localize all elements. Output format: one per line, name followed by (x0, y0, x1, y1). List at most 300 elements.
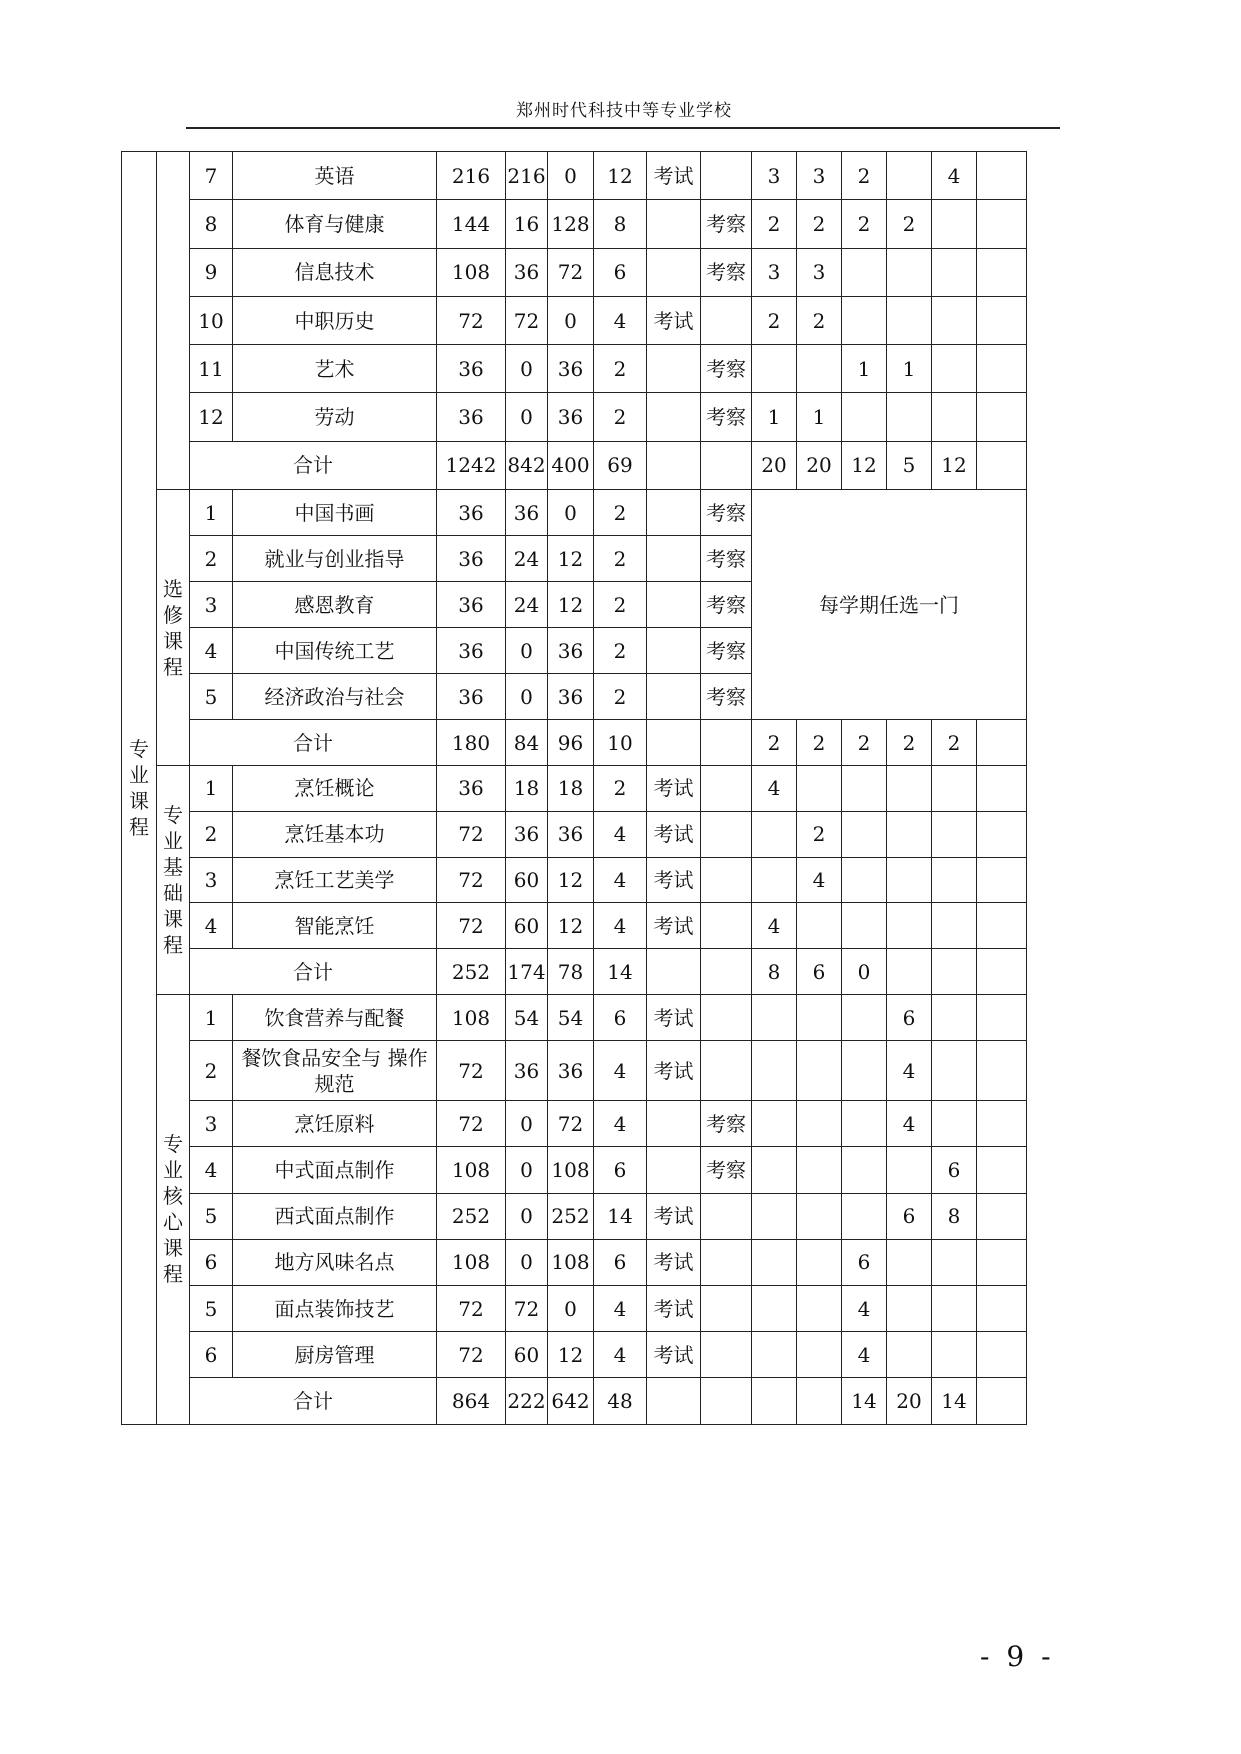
table-cell (797, 1193, 842, 1239)
table-cell: 0 (506, 393, 548, 441)
table-cell (797, 1101, 842, 1147)
table-cell: 考试 (647, 1332, 701, 1378)
table-cell: 2 (752, 720, 797, 766)
table-cell: 2 (752, 200, 797, 248)
table-cell: 6 (887, 1193, 932, 1239)
table-cell (842, 393, 887, 441)
table-cell: 7 (190, 152, 233, 200)
table-cell (887, 903, 932, 949)
table-cell: 24 (506, 536, 548, 582)
table-cell: 252 (548, 1193, 594, 1239)
table-cell: 5 (190, 1193, 233, 1239)
table-cell: 69 (594, 441, 647, 489)
course-name: 劳动 (233, 393, 437, 441)
table-cell: 72 (437, 857, 506, 903)
table-cell: 考察 (701, 490, 752, 536)
table-cell: 0 (506, 674, 548, 720)
course-name: 烹饪基本功 (233, 811, 437, 857)
table-row (122, 200, 1027, 248)
table-cell (797, 766, 842, 812)
table-cell: 1 (842, 345, 887, 393)
table-cell (932, 903, 977, 949)
table-cell: 考察 (701, 1147, 752, 1193)
table-cell: 2 (594, 628, 647, 674)
table-cell: 9 (190, 248, 233, 296)
table-cell: 6 (190, 1332, 233, 1378)
course-name: 烹饪概论 (233, 766, 437, 812)
table-cell (647, 536, 701, 582)
course-name: 中职历史 (233, 296, 437, 344)
table-row (122, 1239, 1027, 1285)
table-cell: 12 (548, 536, 594, 582)
table-cell: 考察 (701, 345, 752, 393)
table-cell: 48 (594, 1378, 647, 1424)
course-name: 烹饪原料 (233, 1101, 437, 1147)
table-cell: 2 (190, 536, 233, 582)
table-cell (647, 720, 701, 766)
total-row (122, 949, 1027, 995)
table-cell (977, 1193, 1027, 1239)
table-cell: 180 (437, 720, 506, 766)
table-cell (752, 1101, 797, 1147)
table-cell (932, 296, 977, 344)
table-cell: 4 (190, 1147, 233, 1193)
table-cell: 54 (506, 995, 548, 1041)
category-electives: 选 修 课 程 (157, 490, 190, 766)
category-major-courses: 专 业 课 程 (122, 152, 157, 1425)
table-cell: 1 (190, 995, 233, 1041)
table-cell: 84 (506, 720, 548, 766)
table-cell: 6 (797, 949, 842, 995)
table-cell (932, 393, 977, 441)
table-cell: 3 (797, 248, 842, 296)
table-cell (701, 995, 752, 1041)
table-cell (977, 248, 1027, 296)
table-cell: 6 (887, 995, 932, 1041)
table-cell: 考试 (647, 811, 701, 857)
table-cell: 1 (190, 490, 233, 536)
table-cell: 2 (842, 152, 887, 200)
table-cell (842, 1147, 887, 1193)
table-cell: 36 (437, 345, 506, 393)
table-cell: 20 (797, 441, 842, 489)
table-cell: 6 (932, 1147, 977, 1193)
table-cell: 考察 (701, 200, 752, 248)
course-name: 烹饪工艺美学 (233, 857, 437, 903)
table-cell (701, 1286, 752, 1332)
table-cell (647, 674, 701, 720)
table-cell: 108 (548, 1239, 594, 1285)
course-name: 艺术 (233, 345, 437, 393)
table-cell (932, 1332, 977, 1378)
category-professional-basic: 专 业 基 础 课 程 (157, 766, 190, 995)
table-cell: 2 (887, 200, 932, 248)
page-number: - 9 - (980, 1640, 1055, 1673)
table-cell: 考试 (647, 1239, 701, 1285)
table-cell: 2 (594, 490, 647, 536)
table-cell (977, 1147, 1027, 1193)
table-row (122, 1193, 1027, 1239)
table-cell (977, 1286, 1027, 1332)
table-cell (977, 1239, 1027, 1285)
table-cell (647, 582, 701, 628)
table-cell: 216 (506, 152, 548, 200)
table-cell: 36 (437, 582, 506, 628)
table-cell: 考察 (701, 393, 752, 441)
table-cell: 6 (842, 1239, 887, 1285)
table-row (122, 393, 1027, 441)
table-cell (797, 1378, 842, 1424)
table-cell: 考试 (647, 1193, 701, 1239)
table-cell (977, 296, 1027, 344)
table-cell: 12 (548, 1332, 594, 1378)
table-cell: 36 (506, 490, 548, 536)
table-cell: 108 (437, 248, 506, 296)
table-cell: 4 (752, 903, 797, 949)
table-cell: 72 (437, 903, 506, 949)
table-cell: 5 (190, 674, 233, 720)
table-cell (932, 995, 977, 1041)
table-cell (842, 811, 887, 857)
table-cell (701, 152, 752, 200)
table-cell: 36 (548, 1041, 594, 1101)
table-cell (842, 1041, 887, 1101)
table-cell: 108 (437, 1239, 506, 1285)
table-cell (701, 903, 752, 949)
table-cell: 2 (797, 296, 842, 344)
table-cell: 11 (190, 345, 233, 393)
table-cell: 6 (594, 1147, 647, 1193)
table-cell: 考试 (647, 766, 701, 812)
table-cell (752, 811, 797, 857)
table-cell (842, 995, 887, 1041)
table-cell: 3 (190, 1101, 233, 1147)
table-cell: 4 (887, 1101, 932, 1147)
table-cell: 4 (842, 1332, 887, 1378)
table-cell: 2 (932, 720, 977, 766)
table-cell: 5 (190, 1286, 233, 1332)
table-cell (647, 628, 701, 674)
table-cell: 8 (190, 200, 233, 248)
table-cell (797, 345, 842, 393)
table-cell: 4 (594, 296, 647, 344)
table-row (122, 903, 1027, 949)
table-cell: 考察 (701, 1101, 752, 1147)
table-cell (977, 393, 1027, 441)
table-cell (647, 1378, 701, 1424)
table-cell (647, 1147, 701, 1193)
table-cell (797, 1239, 842, 1285)
school-header: 郑州时代科技中等专业学校 (516, 101, 732, 121)
table-cell: 2 (594, 345, 647, 393)
table-cell (752, 1193, 797, 1239)
table-cell: 36 (437, 628, 506, 674)
table-cell: 2 (190, 1041, 233, 1101)
table-cell: 4 (190, 903, 233, 949)
table-cell (977, 949, 1027, 995)
table-cell (647, 345, 701, 393)
table-cell (701, 1239, 752, 1285)
table-cell: 72 (437, 1286, 506, 1332)
table-cell (797, 1147, 842, 1193)
table-cell: 0 (506, 345, 548, 393)
table-cell: 考试 (647, 903, 701, 949)
table-cell (977, 1378, 1027, 1424)
table-cell: 36 (506, 248, 548, 296)
table-cell (977, 200, 1027, 248)
table-cell: 2 (887, 720, 932, 766)
table-cell: 3 (190, 582, 233, 628)
table-cell (977, 995, 1027, 1041)
table-cell (887, 393, 932, 441)
total-label: 合计 (190, 1378, 437, 1424)
table-cell: 6 (190, 1239, 233, 1285)
table-cell: 0 (506, 1147, 548, 1193)
table-cell (887, 766, 932, 812)
course-name: 厨房管理 (233, 1332, 437, 1378)
table-cell (647, 248, 701, 296)
table-cell: 考试 (647, 1041, 701, 1101)
table-cell: 3 (190, 857, 233, 903)
course-name: 智能烹饪 (233, 903, 437, 949)
table-cell: 78 (548, 949, 594, 995)
table-cell (977, 766, 1027, 812)
table-cell: 4 (932, 152, 977, 200)
table-cell: 60 (506, 903, 548, 949)
table-cell: 4 (594, 857, 647, 903)
table-cell: 72 (437, 296, 506, 344)
table-cell: 12 (548, 582, 594, 628)
table-cell (977, 345, 1027, 393)
table-cell: 18 (506, 766, 548, 812)
table-cell: 108 (548, 1147, 594, 1193)
table-cell (701, 1332, 752, 1378)
table-cell: 3 (752, 248, 797, 296)
table-cell: 36 (548, 345, 594, 393)
table-cell: 72 (437, 1332, 506, 1378)
table-cell (842, 766, 887, 812)
course-name: 地方风味名点 (233, 1239, 437, 1285)
table-cell: 128 (548, 200, 594, 248)
table-cell: 642 (548, 1378, 594, 1424)
table-cell: 4 (190, 628, 233, 674)
table-cell: 12 (190, 393, 233, 441)
table-cell: 216 (437, 152, 506, 200)
table-cell (752, 1041, 797, 1101)
category-professional-core: 专 业 核 心 课 程 (157, 995, 190, 1425)
table-row (122, 1101, 1027, 1147)
table-cell (701, 766, 752, 812)
table-cell: 72 (437, 1101, 506, 1147)
total-label: 合计 (190, 441, 437, 489)
table-cell: 2 (752, 296, 797, 344)
table-cell: 4 (594, 903, 647, 949)
table-cell (701, 1041, 752, 1101)
table-cell: 考察 (701, 536, 752, 582)
table-cell: 36 (437, 536, 506, 582)
table-cell: 4 (594, 1286, 647, 1332)
table-cell (842, 1193, 887, 1239)
table-cell: 1 (190, 766, 233, 812)
table-cell: 36 (506, 811, 548, 857)
table-cell: 6 (594, 995, 647, 1041)
table-cell: 0 (506, 628, 548, 674)
table-cell: 2 (594, 582, 647, 628)
table-row (122, 296, 1027, 344)
table-row (122, 490, 1027, 536)
table-cell: 8 (932, 1193, 977, 1239)
table-cell (701, 949, 752, 995)
table-row (122, 766, 1027, 812)
table-cell: 4 (594, 1101, 647, 1147)
table-cell: 2 (190, 811, 233, 857)
course-name: 感恩教育 (233, 582, 437, 628)
table-row (122, 1286, 1027, 1332)
table-cell (932, 200, 977, 248)
course-name: 饮食营养与配餐 (233, 995, 437, 1041)
table-cell (752, 995, 797, 1041)
table-cell: 4 (842, 1286, 887, 1332)
table-cell (752, 345, 797, 393)
table-cell: 4 (594, 1332, 647, 1378)
table-cell: 12 (932, 441, 977, 489)
table-cell: 60 (506, 1332, 548, 1378)
course-name: 中式面点制作 (233, 1147, 437, 1193)
table-cell: 6 (594, 1239, 647, 1285)
table-cell (842, 296, 887, 344)
table-row (122, 857, 1027, 903)
table-cell (932, 949, 977, 995)
table-cell: 60 (506, 857, 548, 903)
table-cell (977, 1041, 1027, 1101)
total-row (122, 720, 1027, 766)
table-cell: 2 (594, 393, 647, 441)
table-cell (977, 1101, 1027, 1147)
curriculum-table (121, 151, 1027, 1425)
table-cell: 1 (797, 393, 842, 441)
table-cell (701, 811, 752, 857)
table-cell: 考试 (647, 857, 701, 903)
table-cell (887, 811, 932, 857)
table-cell: 108 (437, 1147, 506, 1193)
table-cell (887, 248, 932, 296)
table-cell: 3 (752, 152, 797, 200)
table-cell (842, 248, 887, 296)
table-cell: 36 (548, 811, 594, 857)
table-cell: 考试 (647, 995, 701, 1041)
table-cell (887, 1286, 932, 1332)
table-cell: 0 (506, 1239, 548, 1285)
course-name: 西式面点制作 (233, 1193, 437, 1239)
table-row (122, 152, 1027, 200)
table-cell (797, 903, 842, 949)
table-cell: 考察 (701, 628, 752, 674)
table-cell (797, 1041, 842, 1101)
table-cell: 4 (594, 1041, 647, 1101)
table-cell: 0 (506, 1193, 548, 1239)
table-cell: 20 (752, 441, 797, 489)
table-cell (797, 1286, 842, 1332)
table-cell: 6 (594, 248, 647, 296)
table-cell (977, 903, 1027, 949)
course-name: 餐饮食品安全与 操作规范 (233, 1041, 437, 1101)
table-cell: 14 (594, 1193, 647, 1239)
table-cell: 12 (842, 441, 887, 489)
table-row (122, 811, 1027, 857)
course-name: 中国传统工艺 (233, 628, 437, 674)
table-cell: 2 (842, 720, 887, 766)
course-name: 面点装饰技艺 (233, 1286, 437, 1332)
total-label: 合计 (190, 720, 437, 766)
table-row (122, 1332, 1027, 1378)
table-cell (797, 1332, 842, 1378)
table-cell (842, 903, 887, 949)
table-cell: 4 (752, 766, 797, 812)
table-cell: 4 (797, 857, 842, 903)
total-row (122, 1378, 1027, 1424)
table-cell (842, 857, 887, 903)
table-cell: 400 (548, 441, 594, 489)
table-row (122, 1041, 1027, 1101)
course-name: 信息技术 (233, 248, 437, 296)
table-cell: 考察 (701, 248, 752, 296)
table-cell (647, 1101, 701, 1147)
table-cell (932, 1041, 977, 1101)
table-cell: 2 (842, 200, 887, 248)
table-cell: 72 (437, 811, 506, 857)
table-cell (887, 152, 932, 200)
course-name: 就业与创业指导 (233, 536, 437, 582)
table-cell: 36 (548, 674, 594, 720)
table-cell: 14 (932, 1378, 977, 1424)
table-cell: 考察 (701, 582, 752, 628)
table-cell: 72 (437, 1041, 506, 1101)
table-cell: 10 (594, 720, 647, 766)
table-cell: 108 (437, 995, 506, 1041)
table-cell: 考试 (647, 152, 701, 200)
table-cell: 72 (548, 248, 594, 296)
table-cell: 0 (842, 949, 887, 995)
table-cell: 18 (548, 766, 594, 812)
table-cell (647, 490, 701, 536)
table-cell (752, 1332, 797, 1378)
table-cell: 0 (548, 296, 594, 344)
table-cell: 252 (437, 949, 506, 995)
total-label: 合计 (190, 949, 437, 995)
table-cell: 36 (437, 674, 506, 720)
table-cell (701, 720, 752, 766)
table-cell (887, 1332, 932, 1378)
table-cell: 72 (506, 296, 548, 344)
table-cell (842, 1101, 887, 1147)
course-name: 中国书画 (233, 490, 437, 536)
table-cell: 14 (842, 1378, 887, 1424)
table-cell (647, 393, 701, 441)
table-cell (932, 766, 977, 812)
table-cell (701, 1193, 752, 1239)
total-row (122, 441, 1027, 489)
course-name: 经济政治与社会 (233, 674, 437, 720)
table-cell (932, 811, 977, 857)
course-name: 体育与健康 (233, 200, 437, 248)
table-cell: 0 (548, 490, 594, 536)
table-cell (932, 1286, 977, 1332)
table-cell: 考试 (647, 1286, 701, 1332)
elective-note: 每学期任选一门 (752, 490, 1027, 720)
table-cell (887, 949, 932, 995)
table-cell: 4 (594, 811, 647, 857)
table-cell: 2 (594, 536, 647, 582)
